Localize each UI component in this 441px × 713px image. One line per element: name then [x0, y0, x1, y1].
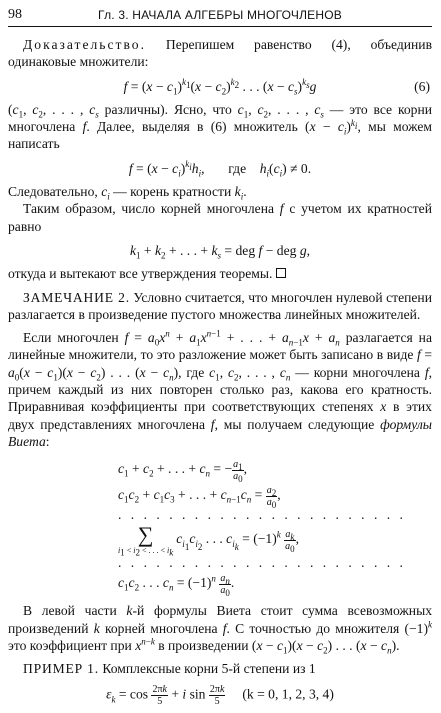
k-range: (k = 0, 1, 2, 3, 4)	[242, 687, 334, 703]
summation-sign: ∑ $i_1 < i_2$ < . . . < $i_k$	[118, 521, 174, 558]
page-body	[8, 36, 432, 713]
vieta-formula-1: $c_1 + c_2$ + . . . + $c_n$ = − $\frac{a_1}{a_0}$ ,	[118, 458, 248, 484]
roots-paragraph: ($c_1$, $c_2$, . . . , $c_s$ различны). Ясно, что $c_1$, $c_2$, . . . , $c_s$ — это все корни многочлена f. Далее, выделяя в (6) множитель $(x - c_i)^{k_i}$, мы можем написать	[8, 101, 433, 152]
proof-label: Доказательство.	[23, 37, 147, 52]
multiplicity-sentence: Следовательно, $c_i$ — корень кратности $k_i$.	[8, 184, 247, 202]
remark-label: ЗАМЕЧАНИЕ 2.	[23, 289, 130, 305]
equation-6: $f = (x - c_1)^{k_1}(x - c_2)^{k_2}$ . . . $(x - c_s)^{k_s}g$ (6)	[123, 77, 430, 97]
equation-number: (6)	[414, 78, 430, 94]
running-header	[8, 6, 432, 27]
equation-roots-of-unity: $\varepsilon_k = \cos$ $\frac{2\pi k}{5}$ + i sin $\frac{2\pi k}{5}$ (k = 0, 1, 2, 3, 4)	[106, 684, 334, 708]
page-number: 98	[8, 7, 22, 22]
remark-paragraph: ЗАМЕЧАНИЕ 2. Условно считается, что многочлен нулевой степени разлагается в произведение пустого множества линейных множителей.	[8, 289, 432, 322]
vieta-dots: . . . . . . . . . . . . . . . . . . . . . . .	[118, 507, 406, 523]
vieta-dots: . . . . . . . . . . . . . . . . . . . . . . .	[118, 555, 406, 571]
example-label: ПРИМЕР 1.	[23, 661, 99, 677]
proof-paragraph	[8, 36, 432, 71]
qed-square-icon	[276, 268, 286, 278]
chapter-title: Гл. 3. НАЧАЛА АЛГЕБРЫ МНОГОЧЛЕНОВ	[98, 8, 342, 22]
example-paragraph: ПРИМЕР 1. Комплексные корни 5-й степени из 1	[23, 661, 316, 677]
vieta-explanation: В левой части k-й формулы Виета стоит сумма всевозможных произведений k корней многочлена f. С точностью до множителя $(-1)^k$ это коэффициент при $x^{n-k}$ в произведении $(x - c_1)(x - c_2)$ . . . $(x - c_n)$.	[8, 603, 432, 656]
equation-h: $f = (x - c_i)^{k_i}h_i$, где $h_i(c_i) \ne 0$.	[128, 159, 312, 179]
equation-degree: $k_1 + k_2$ + . . . + $k_s$ = deg f − deg g,	[129, 242, 311, 261]
vieta-formula-k: ∑ $i_1 < i_2$ < . . . < $i_k$ $c_{i_1}c_{i_2}$ . . . $c_{i_k} = (-1)^k$ $\frac{a_k}{a_0}$ ,	[118, 521, 300, 558]
count-paragraph: Таким образом, число корней многочлена f с учетом их кратностей равно	[8, 201, 432, 234]
linear-factors-paragraph: Если многочлен $f = a_0x^n + a_1x^{n-1}$ + . . . + $a_{n-1}x + a_n$ разлагается на линейные множители, то это разложение может быть записано в виде $f = a_0(x - c_1)(x - c_2)$ . . . $(x - c_n)$, где $c_1$, $c_2$, . . . , $c_n$ — корни многочлена f, причем каждый из них повторен столько раз, какова его кратность. Приравнивая коэффициенты при соответствующих степенях x в этих двух представлениях многочлена f, мы получаем следующие формулы Виета:	[8, 328, 433, 449]
proof-text: Перепишем равенство (4), объединив одинаковые множители:	[8, 37, 432, 70]
vieta-term: формулы Виета	[8, 416, 432, 449]
vieta-formula-n: $c_1c_2$ . . . $c_n = (-1)^n$ $\frac{a_n}{a_0}$ .	[118, 572, 235, 598]
vieta-formulas	[118, 456, 432, 596]
conclusion-sentence: откуда и вытекают все утверждения теоремы.	[8, 265, 432, 282]
vieta-formula-2: $c_1c_2 + c_1c_3$ + . . . + $c_{n-1}c_n$ = $\frac{a_2}{a_0}$ ,	[118, 484, 281, 510]
